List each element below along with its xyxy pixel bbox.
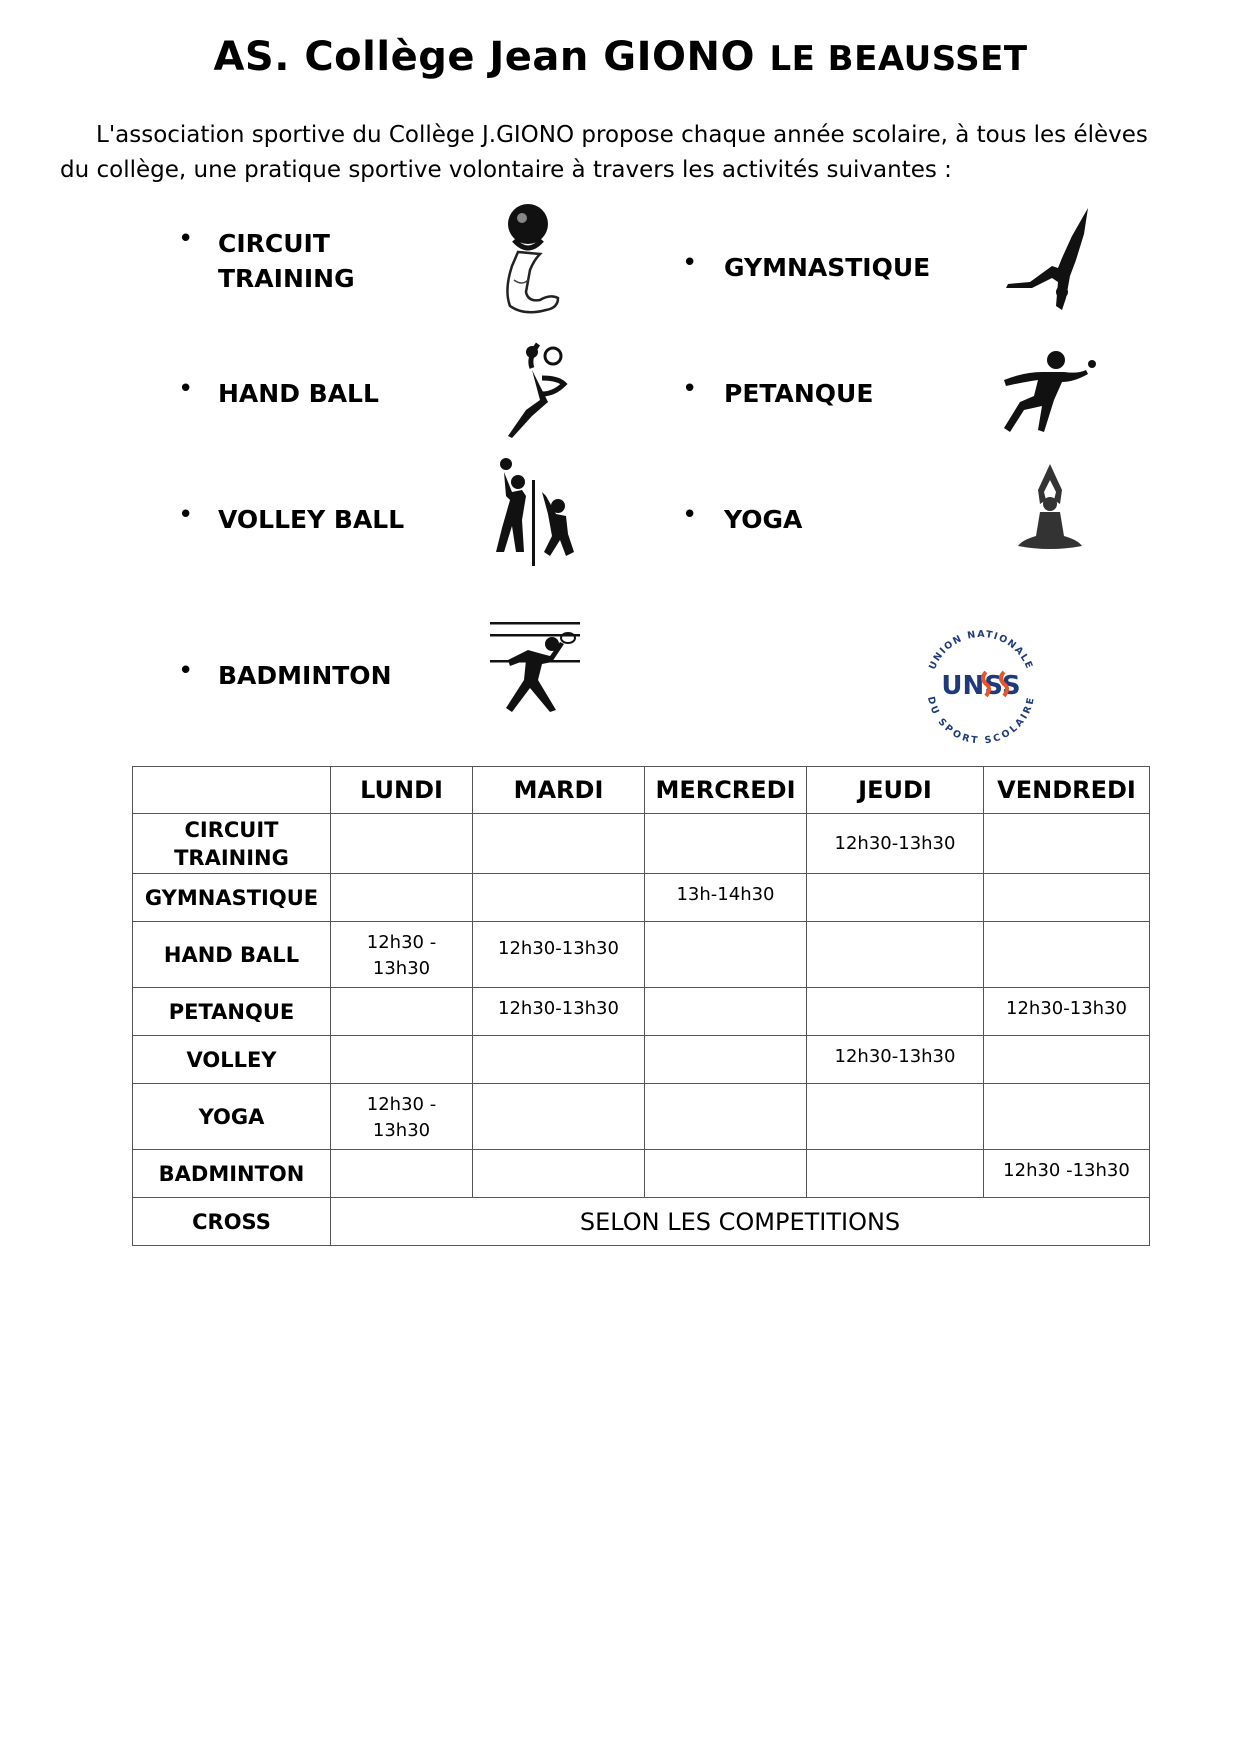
time-cell: [645, 1036, 807, 1084]
row-label: PETANQUE: [133, 988, 331, 1036]
header-corner: [133, 767, 331, 814]
kettlebell-arm-icon: [494, 200, 574, 322]
table-row: [133, 1198, 1150, 1246]
row-label: [133, 814, 331, 874]
gymnast-handstand-icon: [1000, 206, 1096, 314]
activity-hand-ball: HAND BALL: [218, 379, 379, 408]
time-line2: 13h30: [372, 1120, 431, 1141]
table-row: [133, 1150, 1150, 1198]
time-line2: 13h30: [372, 958, 431, 979]
intro-line-1: L'association sportive du Collège J.GIONO propose chaque année scolaire, à tous les élèves: [96, 122, 1148, 148]
table-row: [133, 814, 1150, 874]
time-cell: [645, 1150, 807, 1198]
row-label: GYMNASTIQUE: [133, 874, 331, 922]
time-line1: 12h30 -: [366, 1094, 437, 1115]
activity-circuit-line2: TRAINING: [218, 264, 355, 293]
time-cell: [984, 1084, 1150, 1150]
time-cell: [331, 1036, 473, 1084]
time-cell: [473, 874, 645, 922]
time-cell: [807, 874, 984, 922]
time-cell: 12h30 -13h30: [984, 1150, 1150, 1198]
badminton-player-icon: [490, 620, 582, 714]
unss-logo: [916, 622, 1046, 744]
logo-top-text: UNION NATIONALE: [927, 628, 1035, 672]
header-day: JEUDI: [807, 767, 984, 814]
page-title: [0, 34, 1241, 80]
activity-circuit-line1: CIRCUIT: [218, 229, 330, 258]
bullet-icon: •: [682, 248, 698, 278]
time-cell: [331, 814, 473, 874]
activity-circuit-training: [218, 226, 355, 296]
activity-petanque: PETANQUE: [724, 379, 874, 408]
time-cell: [331, 874, 473, 922]
activity-volley-ball: VOLLEY BALL: [218, 505, 405, 534]
row-label: HAND BALL: [133, 922, 331, 988]
time-cell: [807, 922, 984, 988]
time-cell: 12h30-13h30: [807, 1036, 984, 1084]
time-cell: [473, 1084, 645, 1150]
time-cell: [331, 988, 473, 1036]
time-cell: [807, 988, 984, 1036]
handball-player-icon: [502, 340, 574, 438]
row-label: YOGA: [133, 1084, 331, 1150]
time-cell: [645, 988, 807, 1036]
title-town: LE BEAUSSET: [769, 39, 1028, 79]
row-label: VOLLEY: [133, 1036, 331, 1084]
time-cell: [331, 922, 473, 988]
time-cell: 12h30-13h30: [473, 922, 645, 988]
time-cell: [331, 1150, 473, 1198]
time-cell: [807, 1084, 984, 1150]
petanque-player-icon: [994, 350, 1104, 432]
time-cell: [473, 1150, 645, 1198]
yoga-pose-icon: [1010, 460, 1090, 556]
time-cell: [984, 922, 1150, 988]
row-label-line1: CIRCUIT: [184, 817, 279, 842]
time-cell: 13h-14h30: [645, 874, 807, 922]
time-cell: [807, 1150, 984, 1198]
bullet-icon: •: [178, 224, 194, 254]
logo-center-text: UNSS: [941, 671, 1021, 701]
header-day: VENDREDI: [984, 767, 1150, 814]
header-day: MARDI: [473, 767, 645, 814]
time-cell: 12h30-13h30: [473, 988, 645, 1036]
intro-paragraph: [60, 118, 1180, 188]
svg-text:DU SPORT SCOLAIRE: [925, 696, 1037, 744]
time-cell: [984, 814, 1150, 874]
time-cell: [645, 1084, 807, 1150]
time-cell: [473, 814, 645, 874]
row-label: CROSS: [133, 1198, 331, 1246]
table-header-row: [133, 767, 1150, 814]
bullet-icon: •: [178, 656, 194, 686]
time-cell: [984, 874, 1150, 922]
time-cell: [984, 1036, 1150, 1084]
time-line1: 12h30 -: [366, 932, 437, 953]
time-cell: [645, 922, 807, 988]
row-label-line2: TRAINING: [174, 845, 289, 870]
activity-yoga: YOGA: [724, 505, 803, 534]
bullet-icon: •: [178, 374, 194, 404]
time-cell: [645, 814, 807, 874]
logo-bottom-text: DU SPORT SCOLAIRE: [924, 695, 1038, 744]
time-cell: 12h30-13h30: [984, 988, 1150, 1036]
header-day: MERCREDI: [645, 767, 807, 814]
bullet-icon: •: [682, 500, 698, 530]
time-cell: [331, 1084, 473, 1150]
activity-gymnastique: GYMNASTIQUE: [724, 253, 931, 282]
schedule-table: [132, 766, 1150, 1246]
table-row: [133, 988, 1150, 1036]
svg-text:UNION NATIONALE: [927, 629, 1035, 671]
row-label: BADMINTON: [133, 1150, 331, 1198]
intro-line-2: du collège, une pratique sportive volontaire à travers les activités suivantes :: [60, 157, 952, 183]
table-row: [133, 1036, 1150, 1084]
time-cell: 12h30-13h30: [807, 814, 984, 874]
table-row: [133, 922, 1150, 988]
cross-note: SELON LES COMPETITIONS: [331, 1198, 1150, 1246]
time-cell: [473, 1036, 645, 1084]
activity-badminton: BADMINTON: [218, 661, 392, 690]
volleyball-players-icon: [486, 456, 582, 566]
header-day: LUNDI: [331, 767, 473, 814]
bullet-icon: •: [178, 500, 194, 530]
table-row: [133, 874, 1150, 922]
title-main: AS. Collège Jean GIONO: [213, 34, 756, 80]
table-row: [133, 1084, 1150, 1150]
bullet-icon: •: [682, 374, 698, 404]
